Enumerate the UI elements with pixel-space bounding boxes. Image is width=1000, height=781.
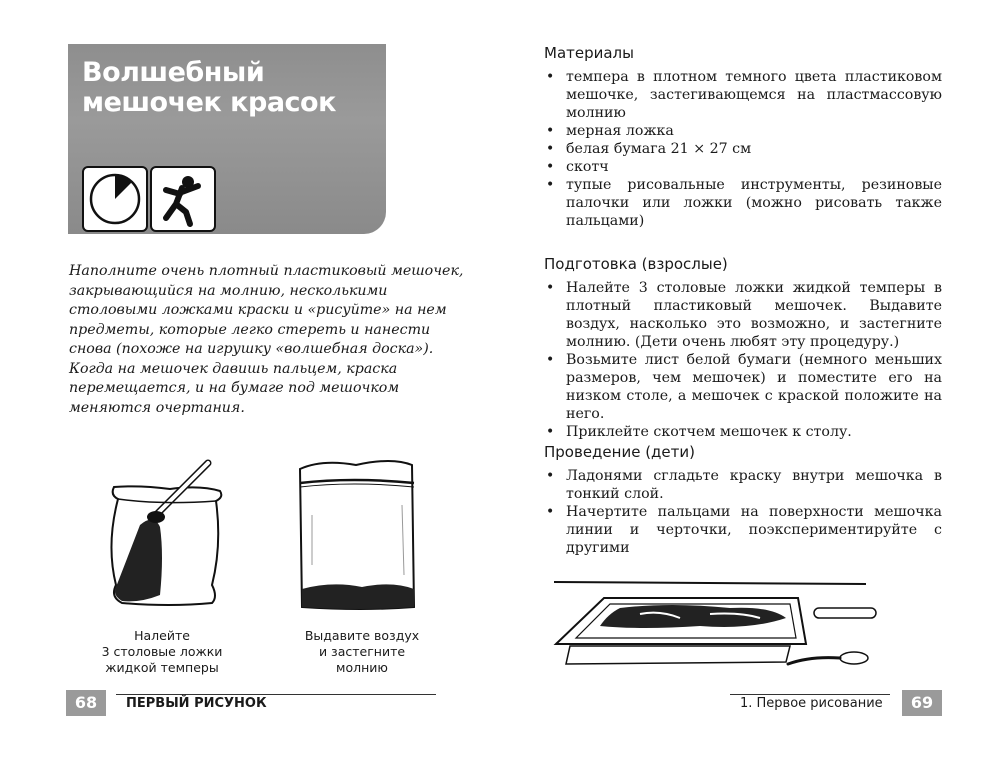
list-item: • темпера в плотном темного цвета пластиковом мешочке, застегивающемся на пластмассовую молнию [544,68,942,122]
bag-pouring-illustration [100,455,230,615]
page-number: 68 [66,690,106,716]
bag-on-table-illustration [550,574,890,674]
page-number: 69 [902,690,942,716]
list-item: • Начертите пальцами на поверхности мешочка линии и черточки, поэкспериментируйте с другими [544,503,942,557]
list-item: • Возьмите лист белой бумаги (немного меньших размеров, чем мешочек) и поместите его на низком столе, а мешочек с краской положите на него. [544,351,942,423]
procedure-section [544,443,942,557]
zipped-bag-illustration [292,455,422,615]
right-page [500,0,1000,781]
materials-section [544,44,942,230]
section-heading: Материалы [544,44,634,62]
section-heading: Проведение (дети) [544,443,695,461]
section-heading: Подготовка (взрослые) [544,255,728,273]
footer-rule [730,694,890,695]
list-item: • мерная ложка [544,122,942,140]
caption-squeeze-air: Выдавите воздух и застегните молнию [304,628,420,675]
caption-pour-tempera: Налейте 3 столовые ложки жидкой темперы [101,628,223,675]
intro-paragraph: Наполните очень плотный пластиковый мешочек, закрывающийся на молнию, несколькими столовыми ложками краски и «рисуйте» на нем предметы, которые легко стереть и нанести снова (похоже на игрушку «волшебная доска»). Когда на мешочек давишь пальцем, краска перемещается, и на бумаге под мешочком меняются очертания. [69,263,464,416]
right-footer [730,690,942,716]
list-item: • Приклейте скотчем мешочек к столу. [544,423,942,441]
active-child-icon [150,166,216,232]
list-item: • Ладонями сгладьте краску внутри мешочка в тонкий слой. [544,467,942,503]
time-clock-icon [82,166,148,232]
list-item: • Налейте 3 столовые ложки жидкой темперы в плотный пластиковый мешочек. Выдавите воздух, насколько это возможно, и застегните молнию. (Дети очень любят эту процедуру.) [544,279,942,351]
chapter-label: ПЕРВЫЙ РИСУНОК [126,696,267,711]
activity-title [82,58,336,118]
footer-rule [116,694,436,695]
title-line: мешочек красок [82,87,336,118]
list-item: • скотч [544,158,942,176]
title-line: Волшебный [82,57,265,88]
preparation-section [544,255,942,441]
title-block [68,44,386,234]
left-footer [66,690,436,716]
chapter-label: 1. Первое рисование [740,696,883,711]
list-item: • тупые рисовальные инструменты, резиновые палочки или ложки (можно рисовать также пальцами) [544,176,942,230]
list-item: • белая бумага 21 × 27 см [544,140,942,158]
